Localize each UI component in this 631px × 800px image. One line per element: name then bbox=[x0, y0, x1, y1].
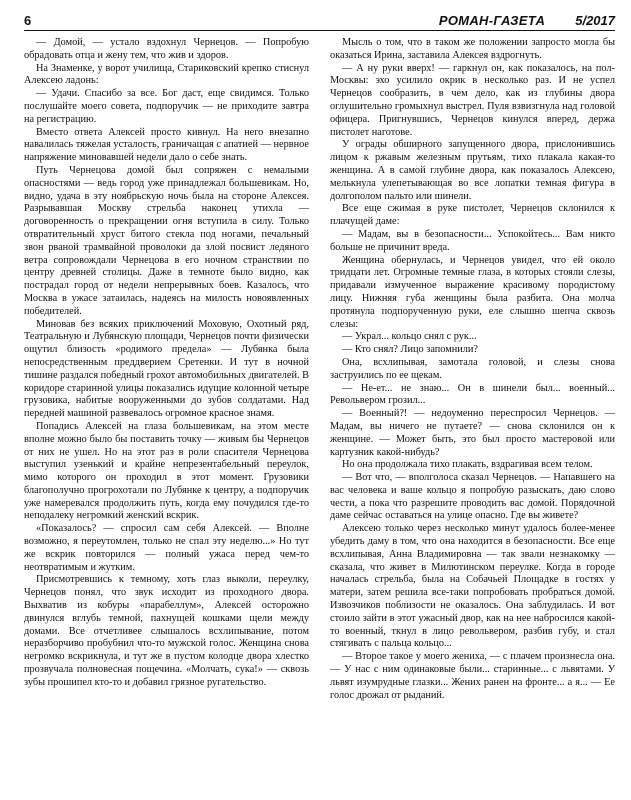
paragraph: — Не-ет... не знаю... Он в шинели был... военный... Револьвером грозил... bbox=[330, 382, 615, 407]
paragraph: — Второе такое у моего жениха, — с плачем произнесла она. — У нас с ним одинаковые были... старинные... с львятами. У львят изумрудные глазки... Жених ранен на фронте... а я... — Ее голос дрожал от рыданий. bbox=[330, 651, 615, 701]
paragraph: — Кто снял? Лицо запомнили? bbox=[342, 344, 478, 356]
magazine-title: РОМАН-ГАЗЕТА bbox=[438, 13, 546, 28]
paragraph: — Украл... кольцо снял с рук... bbox=[342, 331, 477, 343]
paragraph: «Показалось? — спросил сам себя Алексей. — Вполне возможно, я переутомлен, только не спал эту неделю...» Но тут же вскрик повторился — полный ужаса перед чем-то неотвратимым и жутким. bbox=[24, 523, 309, 573]
right-column bbox=[330, 37, 615, 702]
paragraph: Но она продолжала тихо плакать, вздрагивая всем телом. bbox=[342, 459, 593, 471]
paragraph: Присмотревшись к темному, хоть глаз выколи, переулку, Чернецов понял, что звук исходит из проходного двора. Выхватив из кобуры «парабеллум», Алексей осторожно двинулся вглубь темной, пахнущей кошками щели между домами. Все отчетливее слышалось всхлипывание, потом неразборчиво пробубнил что-то мужской голос. Женщина снова негромко вскрикнула, и тут же в пустом колодце двора хлестко прозвучала полновесная пощечина. «Молчать, сука!» — сквозь зубы прошипел кто-то и добавил грязное ругательство. bbox=[24, 574, 309, 688]
paragraph: — Вот что, — вполголоса сказал Чернецов. — Напавшего на вас человека и ваше кольцо я попробую разыскать, даю слово чести, а пока что разрешите проводить вас домой. Порядочной даме сейчас оставаться на улице опасно. Где вы живете? bbox=[330, 472, 615, 522]
page-header bbox=[24, 10, 615, 31]
paragraph: — Мадам, вы в безопасности... Успокойтесь... Вам никто больше не причинит вреда. bbox=[330, 228, 615, 253]
paragraph: На Знаменке, у ворот училища, Стариковский крепко стиснул Алексею ладонь: bbox=[24, 62, 309, 87]
paragraph: — Удачи. Спасибо за все. Бог даст, еще свидимся. Только послушайте моего совета, подпоручик — не приходите завтра на регистрацию. bbox=[24, 88, 309, 125]
paragraph: Алексею только через несколько минут удалось более-менее убедить даму в том, что она находится в безопасности. Все еще всхлипывая, Анна Владимировна — так звали незнакомку — сказала, что живет в Милютинском переулке. Когда в городе началась стрельба, была на Собачьей Площадке в гостях у матери, затем решила все-таки попробовать пробраться домой. Извозчиков поблизости не оказалось. Она заблудилась. И вот стоило зайти в этот ужасный двор, как на нее набросился какой-то военный, ткнул в лицо револьвером, разбив губу, и стал стягивать с пальца кольцо... bbox=[330, 523, 615, 650]
paragraph: — Домой, — устало вздохнул Чернецов. — Попробую обрадовать отца и жену тем, что жив и здоров. bbox=[24, 37, 309, 61]
paragraph: Мысль о том, что в таком же положении запросто могла бы оказаться Ирина, заставила Алексея вздрогнуть. bbox=[330, 37, 615, 61]
issue-number: 5/2017 bbox=[575, 13, 615, 28]
paragraph: Попадись Алексей на глаза большевикам, на этом месте вполне можно было бы поставить точку — живым бы Чернецов от них не ушел. Но на этот раз в роли спасителя Чернецова выступил узенький и крайне непрезентабельный переулок, мимо которого он проходил в этот момент. Грузовики благополучно прогрохотали по Лубянке к центру, а подпоручик уже намеревался продолжить путь, когда ему почудился где-то неподалеку негромкий женский вскрик. bbox=[24, 420, 309, 522]
paragraph: Путь Чернецова домой был сопряжен с немалыми опасностями — ведь город уже принадлежал большевикам. Но, видно, удача в эту ноябрьскую ночь была на стороне Алексея. Разрывавшая Москву стрельба наконец утихла — договоренность о прекращении огня вступила в силу. Только отвратительный хруст битого стекла под ногами, печальный звон рваной трамвайной проволоки да злой посвист ледяного ветра сопровождали Чернецова в его ночном странствии по центру древней столицы. Даже в темноте было видно, как пострадал город от недели непрерывных боев. Казалось, что Москва в ужасе затаилась, надеясь на милость новоявленных победителей. bbox=[24, 164, 309, 317]
paragraph: Миновав без всяких приключений Моховую, Охотный ряд, Театральную и Лубянскую площади, Чернецов почти физически ощутил близость «родимого предела» — Лубянка была непосредственным преддверием Сретенки. И тут в ночной тишине раздался победный грохот автомобильных двигателей. В коридоре старинной улицы показались идущие колонной четыре грузовика, набитые вооруженными до зубов солдатами. Над передней машиной развевалось огромное красное знамя. bbox=[24, 318, 310, 420]
paragraph: У ограды обширного запущенного двора, прислонившись лицом к ржавым железным прутьям, тихо плакала какая-то женщина. А в самой глубине двора, как показалось Алексею, мелькнула улепетывающая во все лопатки темная фигура в долгополом пальто или шинели. bbox=[330, 139, 615, 202]
paragraph: Женщина обернулась, и Чернецов увидел, что ей около тридцати лет. Огромные темные глаза, в которых стояли слезы, придавали измученное выражение красивому породистому лицу. Нижняя губа женщины была разбита. Она молча протянула подпорученную руки, еле слышно шепча сквозь слезы: bbox=[330, 254, 615, 330]
article-columns bbox=[24, 37, 615, 702]
paragraph: Она, всхлипывая, замотала головой, и слезы снова заструились по ее щекам. bbox=[330, 356, 615, 381]
paragraph: Все еще сжимая в руке пистолет, Чернецов склонился к плачущей даме: bbox=[330, 203, 615, 228]
paragraph: — Военный?! — недоуменно переспросил Чернецов. — Мадам, вы ничего не путаете? — снова склонился он к женщине. — Может быть, это был просто мастеровой или картузник какой-нибудь? bbox=[330, 408, 615, 458]
paragraph: — А ну руки вверх! — гаркнул он, как показалось, на пол-Москвы: эхо усилило окрик в несколько раз. И не успел Чернецов сообразить, в чем дело, как из глубины двора оглушительно громыхнул выстрел. Пуля взвизгнула над головой офицера. Пригнувшись, Чернецов кинулся вперед, держа пистолет наготове. bbox=[330, 62, 615, 138]
page-number: 6 bbox=[24, 13, 32, 28]
left-column bbox=[24, 37, 309, 702]
paragraph: Вместо ответа Алексей просто кивнул. На него внезапно навалилась тяжелая усталость, граничащая с апатией — нервное напряжение миновавшей недели дало о себе знать. bbox=[24, 126, 309, 164]
